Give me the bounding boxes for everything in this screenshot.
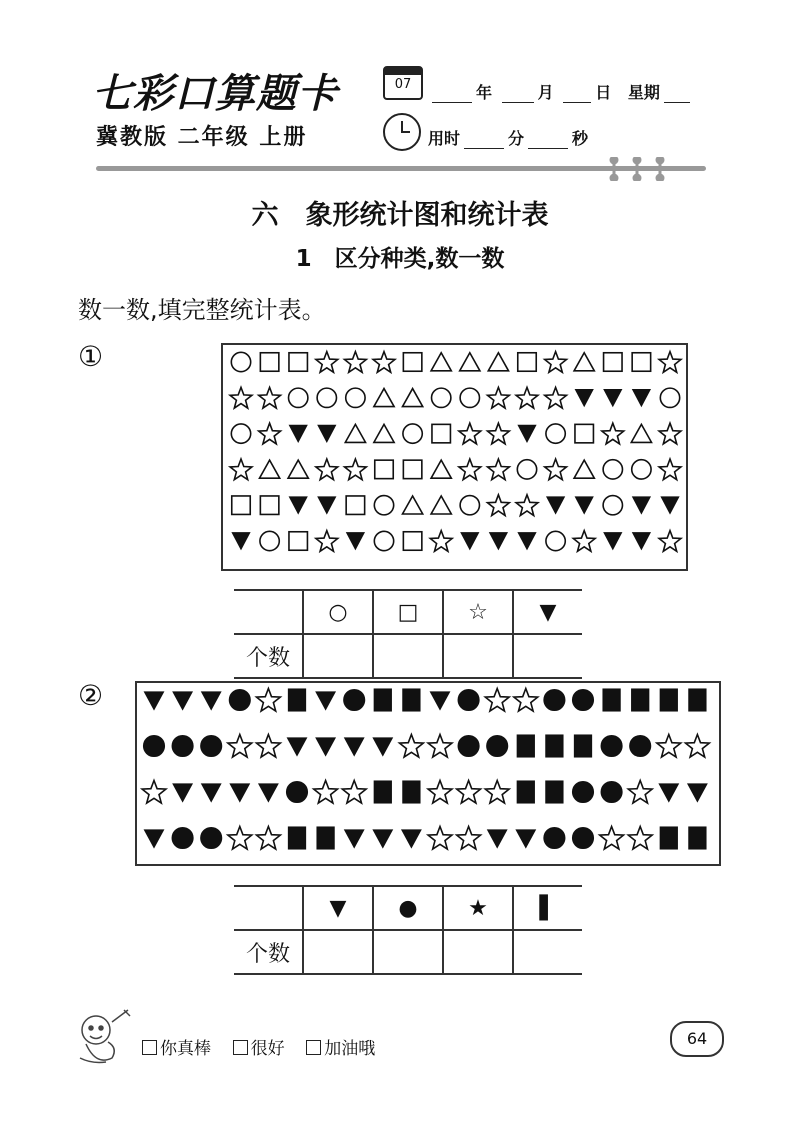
- q1-count-triangle-cell[interactable]: [513, 634, 582, 678]
- shape-circle-icon: [517, 460, 536, 479]
- month-blank[interactable]: [502, 86, 534, 103]
- shape-star-icon: [257, 827, 281, 850]
- shape-triangle-icon: [374, 424, 394, 442]
- shape-square-icon: [346, 496, 364, 514]
- shape-star-icon: [316, 531, 338, 552]
- lesson-title: 1 区分种类,数一数: [295, 246, 505, 272]
- mascot-icon: [72, 1008, 134, 1068]
- shape-star-icon: [228, 735, 252, 758]
- q1-header-square: □: [373, 590, 443, 634]
- weekday-blank[interactable]: [664, 86, 690, 103]
- q2-count-bar-cell[interactable]: [513, 930, 582, 974]
- shape-star-icon: [457, 781, 481, 804]
- shape-tri-icon: [316, 692, 335, 710]
- shape-tri-icon: [144, 830, 163, 848]
- q1-count-star-cell[interactable]: [443, 634, 513, 678]
- shape-tri-down-icon: [661, 497, 679, 514]
- shape-star-icon: [428, 781, 452, 804]
- shape-star-icon: [459, 459, 481, 480]
- shape-square-icon: [403, 353, 421, 371]
- edition-label: 冀教版 二年级 上册: [96, 125, 308, 150]
- shape-tri-down-icon: [518, 533, 536, 550]
- q2-count-label: 个数: [234, 930, 303, 974]
- shape-circle-icon: [346, 388, 365, 407]
- shape-bar-icon: [574, 735, 591, 757]
- calendar-day: 07: [394, 77, 412, 92]
- shape-dot-icon: [601, 781, 622, 802]
- q1-header-row: [234, 590, 582, 634]
- shape-square-icon: [289, 353, 307, 371]
- shape-dot-icon: [544, 827, 565, 848]
- q2-shape-grid: [135, 681, 721, 866]
- shape-triangle-icon: [402, 496, 422, 514]
- shape-square-icon: [604, 353, 622, 371]
- shape-star-icon: [514, 689, 538, 712]
- shape-star-icon: [459, 423, 481, 444]
- shape-dot-icon: [544, 689, 565, 710]
- shape-square-icon: [375, 460, 393, 478]
- shape-tri-icon: [373, 830, 392, 848]
- shape-tri-icon: [316, 738, 335, 756]
- shape-circle-icon: [632, 460, 651, 479]
- shape-star-icon: [485, 689, 509, 712]
- shape-star-icon: [457, 827, 481, 850]
- shape-dot-icon: [630, 735, 651, 756]
- shape-bar-icon: [689, 827, 706, 849]
- shape-tri-icon: [173, 692, 192, 710]
- shape-star-icon: [230, 459, 252, 480]
- shape-circle-icon: [546, 531, 565, 550]
- shape-tri-icon: [259, 784, 278, 802]
- shape-dot-icon: [458, 689, 479, 710]
- option-good: 很好: [250, 1039, 285, 1059]
- shape-bar-icon: [632, 689, 649, 711]
- q2-tally-table: [234, 885, 582, 975]
- shape-star-icon: [573, 531, 595, 552]
- shape-star-icon: [516, 387, 538, 408]
- shape-star-icon: [259, 423, 281, 444]
- shape-bar-icon: [403, 781, 420, 803]
- shape-circle-icon: [374, 531, 393, 550]
- shape-tri-down-icon: [633, 497, 651, 514]
- shape-triangle-icon: [374, 389, 394, 407]
- minutes-blank[interactable]: [464, 132, 504, 149]
- shape-square-icon: [518, 353, 536, 371]
- shape-circle-icon: [403, 424, 422, 443]
- shape-star-icon: [485, 781, 509, 804]
- shape-triangle-icon: [402, 389, 422, 407]
- q2-header-star: ★: [443, 886, 513, 930]
- shape-bar-icon: [517, 781, 534, 803]
- shape-tri-icon: [287, 738, 306, 756]
- shape-tri-down-icon: [575, 497, 593, 514]
- shape-bar-icon: [546, 735, 563, 757]
- shape-star-icon: [228, 827, 252, 850]
- shape-dot-icon: [172, 735, 193, 756]
- shape-square-icon: [575, 424, 593, 442]
- shape-star-icon: [257, 735, 281, 758]
- shape-bar-icon: [660, 689, 677, 711]
- shape-circle-icon: [603, 460, 622, 479]
- shape-circle-icon: [317, 388, 336, 407]
- shape-tri-icon: [345, 830, 364, 848]
- shape-dot-icon: [172, 827, 193, 848]
- shape-dot-icon: [458, 735, 479, 756]
- month-label: 月: [537, 83, 554, 102]
- year-blank[interactable]: [432, 86, 472, 103]
- page-number: 64: [670, 1021, 724, 1057]
- shape-tri-down-icon: [289, 497, 307, 514]
- shape-square-icon: [403, 460, 421, 478]
- shape-star-icon: [488, 495, 510, 516]
- shape-circle-icon: [460, 496, 479, 515]
- q1-count-row: [234, 634, 582, 678]
- shape-tri-icon: [144, 692, 163, 710]
- q1-shapes-svg: [223, 345, 686, 569]
- question-2-number: ②: [78, 679, 104, 712]
- shape-dot-icon: [143, 735, 164, 756]
- shape-dot-icon: [201, 735, 222, 756]
- shape-star-icon: [659, 459, 681, 480]
- date-fields: [428, 80, 694, 103]
- shape-star-icon: [230, 387, 252, 408]
- shape-tri-down-icon: [461, 533, 479, 550]
- shape-tri-icon: [202, 692, 221, 710]
- shape-tri-icon: [688, 784, 707, 802]
- shape-star-icon: [428, 827, 452, 850]
- shape-triangle-icon: [574, 353, 594, 371]
- q2-shapes-svg: [137, 683, 719, 864]
- shape-bar-icon: [546, 781, 563, 803]
- day-blank[interactable]: [563, 86, 591, 103]
- shape-tri-down-icon: [318, 497, 336, 514]
- shape-circle-icon: [231, 352, 250, 371]
- shape-star-icon: [342, 781, 366, 804]
- shape-bar-icon: [288, 827, 305, 849]
- option-keep-going: 加油哦: [324, 1039, 376, 1059]
- shape-tri-down-icon: [547, 497, 565, 514]
- q2-header-triangle: ▼: [303, 886, 373, 930]
- shape-square-icon: [260, 496, 278, 514]
- second-label: 秒: [572, 129, 589, 148]
- shape-triangle-icon: [460, 353, 480, 371]
- q2-count-triangle-cell[interactable]: [303, 930, 373, 974]
- checkbox-keep-going[interactable]: [306, 1040, 321, 1055]
- shape-tri-down-icon: [604, 533, 622, 550]
- q1-tally-table: [234, 589, 582, 679]
- shape-star-icon: [516, 495, 538, 516]
- option-great: 你真棒: [160, 1039, 211, 1059]
- shape-tri-down-icon: [633, 533, 651, 550]
- shape-star-icon: [257, 689, 281, 712]
- shape-star-icon: [314, 781, 338, 804]
- shape-dot-icon: [344, 689, 365, 710]
- shape-dot-icon: [601, 735, 622, 756]
- shape-tri-icon: [659, 784, 678, 802]
- shape-dot-icon: [572, 827, 593, 848]
- shape-tri-icon: [402, 830, 421, 848]
- shape-tri-icon: [488, 830, 507, 848]
- shape-star-icon: [545, 387, 567, 408]
- shape-dot-icon: [572, 781, 593, 802]
- shape-star-icon: [488, 459, 510, 480]
- checkbox-great[interactable]: [142, 1040, 157, 1055]
- q1-count-label: 个数: [234, 634, 303, 678]
- shape-star-icon: [545, 459, 567, 480]
- shape-star-icon: [659, 423, 681, 444]
- shape-tri-down-icon: [490, 533, 508, 550]
- shape-dot-icon: [229, 689, 250, 710]
- shape-tri-icon: [516, 830, 535, 848]
- shape-bar-icon: [517, 735, 534, 757]
- day-label: 日: [595, 83, 612, 102]
- shape-star-icon: [657, 735, 681, 758]
- shape-tri-down-icon: [633, 389, 651, 406]
- q1-header-star: ☆: [443, 590, 513, 634]
- calendar-icon: [383, 66, 423, 100]
- shape-star-icon: [430, 531, 452, 552]
- shape-star-icon: [686, 735, 710, 758]
- shape-triangle-icon: [431, 460, 451, 478]
- shape-star-icon: [602, 423, 624, 444]
- shape-triangle-icon: [431, 496, 451, 514]
- q1-corner-cell: [234, 590, 303, 634]
- shape-tri-icon: [345, 738, 364, 756]
- shape-tri-icon: [173, 784, 192, 802]
- shape-triangle-icon: [574, 460, 594, 478]
- instruction-text: 数一数,填完整统计表。: [78, 296, 326, 324]
- shape-circle-icon: [660, 388, 679, 407]
- shape-star-icon: [600, 827, 624, 850]
- shape-circle-icon: [460, 388, 479, 407]
- shape-square-icon: [432, 424, 450, 442]
- shape-bar-icon: [374, 781, 391, 803]
- minute-label: 分: [508, 129, 525, 148]
- shape-circle-icon: [546, 424, 565, 443]
- q2-count-dot-cell[interactable]: [373, 930, 443, 974]
- shape-circle-icon: [603, 496, 622, 515]
- shape-star-icon: [142, 781, 166, 804]
- shape-tri-icon: [202, 784, 221, 802]
- q2-count-row: [234, 930, 582, 974]
- shape-square-icon: [232, 496, 250, 514]
- shape-bar-icon: [660, 827, 677, 849]
- clock-icon: [383, 113, 421, 151]
- shape-dot-icon: [286, 781, 307, 802]
- q1-header-circle: ○: [303, 590, 373, 634]
- q1-count-circle-cell[interactable]: [303, 634, 373, 678]
- seconds-blank[interactable]: [528, 132, 568, 149]
- year-label: 年: [476, 83, 493, 102]
- chapter-title: 六 象形统计图和统计表: [251, 200, 549, 231]
- shape-star-icon: [259, 387, 281, 408]
- shape-tri-down-icon: [604, 389, 622, 406]
- shape-triangle-icon: [431, 353, 451, 371]
- time-used-label: 用时: [428, 129, 461, 148]
- shape-star-icon: [373, 352, 395, 373]
- shape-circle-icon: [289, 388, 308, 407]
- shape-dot-icon: [487, 735, 508, 756]
- q1-shape-grid: [221, 343, 688, 571]
- time-fields: [428, 126, 588, 149]
- shape-star-icon: [400, 735, 424, 758]
- shape-bar-icon: [374, 689, 391, 711]
- shape-square-icon: [403, 532, 421, 550]
- brand-title: 七彩口算题卡: [92, 70, 338, 117]
- self-evaluation-options: [142, 1034, 375, 1059]
- shape-star-icon: [628, 827, 652, 850]
- shape-triangle-icon: [345, 424, 365, 442]
- q1-count-square-cell[interactable]: [373, 634, 443, 678]
- shape-star-icon: [659, 531, 681, 552]
- shape-star-icon: [316, 352, 338, 373]
- shape-bar-icon: [603, 689, 620, 711]
- shape-tri-down-icon: [318, 425, 336, 442]
- shape-square-icon: [632, 353, 650, 371]
- shape-dot-icon: [201, 827, 222, 848]
- shape-tri-down-icon: [232, 533, 250, 550]
- shape-tri-down-icon: [575, 389, 593, 406]
- shape-star-icon: [345, 459, 367, 480]
- weekday-label: 星期: [627, 83, 660, 102]
- shape-circle-icon: [432, 388, 451, 407]
- shape-triangle-icon: [288, 460, 308, 478]
- shape-triangle-icon: [259, 460, 279, 478]
- shape-square-icon: [260, 353, 278, 371]
- q1-header-triangle: ▼: [513, 590, 582, 634]
- shape-bar-icon: [288, 689, 305, 711]
- shape-star-icon: [488, 387, 510, 408]
- shape-star-icon: [345, 352, 367, 373]
- shape-circle-icon: [260, 531, 279, 550]
- q2-corner-cell: [234, 886, 303, 930]
- shape-star-icon: [488, 423, 510, 444]
- shape-tri-down-icon: [518, 425, 536, 442]
- shape-tri-down-icon: [289, 425, 307, 442]
- shape-bar-icon: [317, 827, 334, 849]
- bead-ornament-icon: [604, 157, 674, 181]
- q2-count-star-cell[interactable]: [443, 930, 513, 974]
- shape-tri-down-icon: [347, 533, 365, 550]
- shape-star-icon: [659, 352, 681, 373]
- shape-star-icon: [628, 781, 652, 804]
- question-1-number: ①: [78, 340, 104, 373]
- shape-triangle-icon: [631, 424, 651, 442]
- shape-star-icon: [428, 735, 452, 758]
- shape-star-icon: [545, 352, 567, 373]
- checkbox-good[interactable]: [233, 1040, 248, 1055]
- q2-header-dot: ●: [373, 886, 443, 930]
- shape-bar-icon: [403, 689, 420, 711]
- shape-bar-icon: [689, 689, 706, 711]
- shape-circle-icon: [374, 496, 393, 515]
- shape-tri-icon: [230, 784, 249, 802]
- shape-circle-icon: [231, 424, 250, 443]
- shape-square-icon: [289, 532, 307, 550]
- shape-tri-icon: [373, 738, 392, 756]
- shape-tri-icon: [430, 692, 449, 710]
- shape-star-icon: [316, 459, 338, 480]
- shape-triangle-icon: [488, 353, 508, 371]
- shape-dot-icon: [572, 689, 593, 710]
- q2-header-row: [234, 886, 582, 930]
- q2-header-bar: ▌: [513, 886, 582, 930]
